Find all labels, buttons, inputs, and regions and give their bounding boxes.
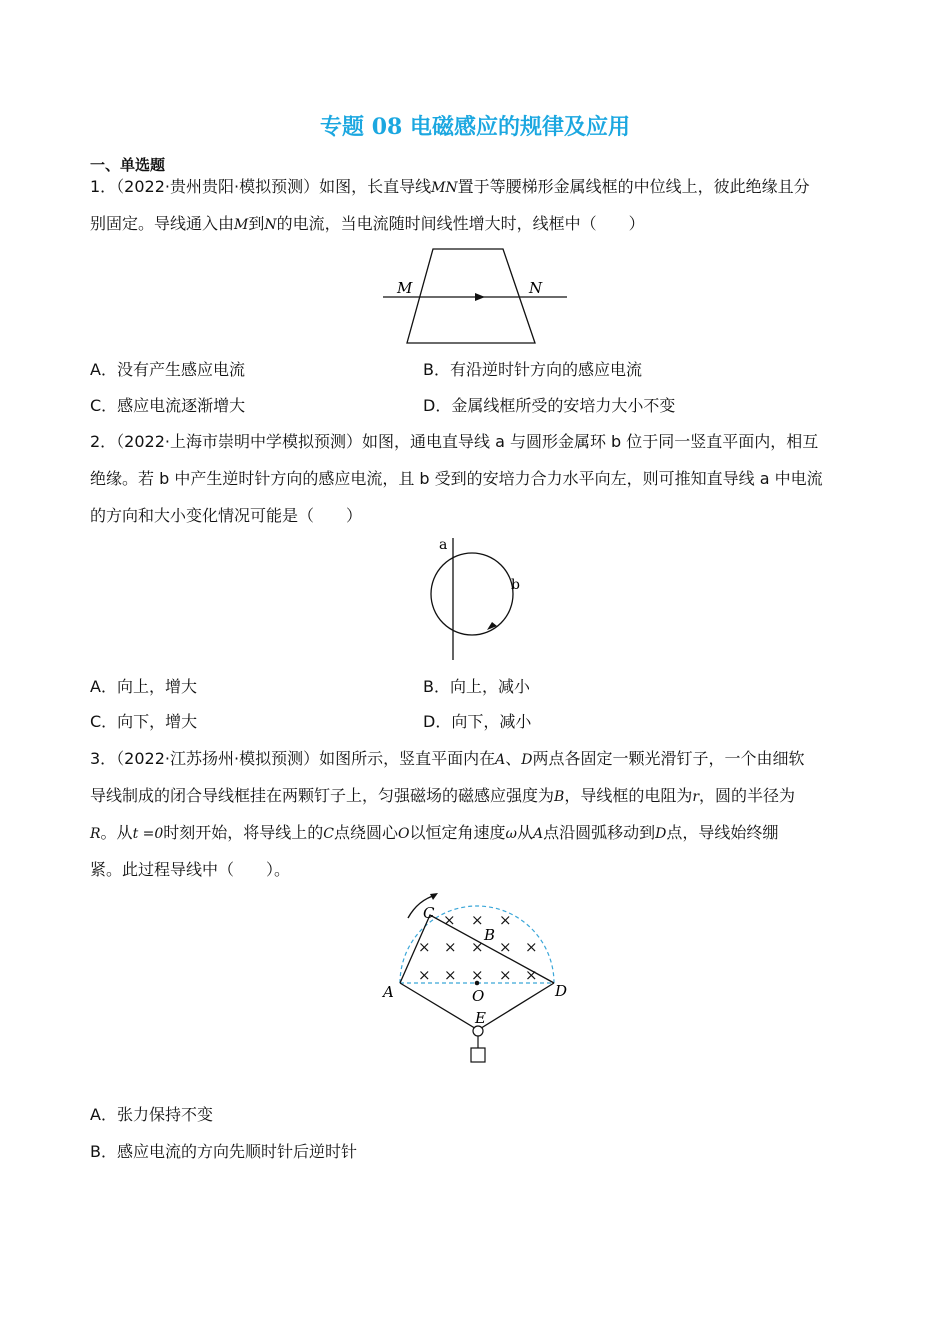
q3-text: 。从 [100, 823, 133, 842]
field-cross-icon: × [471, 911, 484, 929]
q3-text: 点绕圆心 [334, 823, 399, 842]
q1-text: 到 [248, 214, 265, 233]
q3-text: 从 [516, 823, 533, 842]
ring-current-arrow-icon [487, 622, 497, 630]
q1-text: 别固定。导线通入由 [90, 214, 235, 233]
q2-option-a[interactable]: A．向上，增大 [90, 677, 197, 696]
q2-option-d[interactable]: D．向下，减小 [423, 712, 532, 731]
var-a: A [532, 826, 544, 842]
q3-text: 3．（2022·江苏扬州·模拟预测）如图所示，竖直平面内在 [90, 749, 496, 768]
var-omega: ω [505, 826, 517, 842]
label-m: M [397, 279, 413, 297]
field-cross-icon: × [444, 966, 457, 984]
var-c: C [323, 826, 335, 842]
field-cross-icon: × [499, 966, 512, 984]
q3-text: 点沿圆弧移动到 [543, 823, 656, 842]
label-c: C [423, 904, 435, 922]
q3-line-2 [90, 785, 795, 808]
pulley-e [473, 1026, 483, 1036]
q1-text: 置于等腰梯形金属线框的中位线上，彼此绝缘且分 [457, 177, 810, 196]
q1-line-2 [90, 213, 645, 236]
section-heading: 一、单选题 [90, 156, 166, 174]
var-d: D [521, 752, 533, 768]
field-cross-icon: × [444, 938, 457, 956]
q3-text: 点，导线始终绷 [666, 823, 779, 842]
current-arrow-icon [475, 293, 485, 301]
magnetic-field-crosses [418, 911, 538, 984]
label-o: O [472, 987, 485, 1005]
q3-line-4: 紧。此过程导线中（ ）。 [90, 860, 291, 879]
q3-text: 导线制成的闭合导线框挂在两颗钉子上，匀强磁场的磁感应强度为 [90, 786, 555, 805]
label-a: A [383, 983, 394, 1001]
field-cross-icon: × [443, 911, 456, 929]
q3-option-b[interactable]: B．感应电流的方向先顺时针后逆时针 [90, 1142, 357, 1161]
q1-option-d[interactable]: D．金属线框所受的安培力大小不变 [423, 396, 676, 415]
var-m: M [234, 217, 249, 233]
label-a: a [439, 537, 448, 553]
q1-text: 1．（2022·贵州贵阳·模拟预测）如图，长直导线 [90, 177, 432, 196]
var-n: N [264, 217, 277, 233]
var-mn: MN [431, 180, 458, 196]
q1-line-1 [90, 176, 810, 199]
weight-icon [471, 1048, 485, 1062]
page-title: 专题 08 电磁感应的规律及应用 [320, 114, 630, 140]
q3-text: 以恒定角速度 [409, 823, 506, 842]
q2-figure-wire-ring [425, 534, 530, 664]
ring-b [431, 553, 513, 635]
field-cross-icon: × [471, 938, 484, 956]
q3-text: ，圆的半径为 [699, 786, 796, 805]
label-b: B [484, 926, 496, 944]
q2-line-1: 2．（2022·上海市崇明中学模拟预测）如图，通电直导线 a 与圆形金属环 b 位于同一竖直平面内，相互 [90, 432, 819, 451]
q1-option-c[interactable]: C．感应电流逐渐增大 [90, 396, 246, 415]
q2-line-3: 的方向和大小变化情况可能是（ ） [90, 506, 363, 525]
q2-option-c[interactable]: C．向下，增大 [90, 712, 198, 731]
q3-text: 时刻开始，将导线上的 [163, 823, 324, 842]
q1-option-a[interactable]: A．没有产生感应电流 [90, 360, 245, 379]
label-e: E [475, 1009, 486, 1027]
field-cross-icon: × [525, 938, 538, 956]
q1-text: 的电流，当电流随时间线性增大时，线框中（ ） [276, 214, 645, 233]
q3-figure-semicircle [378, 890, 578, 1070]
label-d: D [555, 982, 568, 1000]
label-b: b [511, 577, 520, 593]
field-cross-icon: × [418, 966, 431, 984]
var-d: D [655, 826, 667, 842]
field-cross-icon: × [499, 911, 512, 929]
var-r: r [692, 789, 700, 805]
field-cross-icon: × [499, 938, 512, 956]
q2-line-2: 绝缘。若 b 中产生逆时针方向的感应电流，且 b 受到的安培力合力水平向左，则可推知直导线 a 中电流 [90, 469, 823, 488]
q3-text: 两点各固定一颗光滑钉子，一个由细软 [532, 749, 805, 768]
field-cross-icon: × [471, 966, 484, 984]
field-cross-icon: × [418, 938, 431, 956]
var-b: B [554, 789, 565, 805]
q3-line-1 [90, 748, 804, 771]
q3-text: 、 [505, 749, 522, 768]
var-big-r: R [90, 826, 101, 842]
q3-option-a[interactable]: A．张力保持不变 [90, 1105, 213, 1124]
label-n: N [529, 279, 543, 297]
trapezoid-frame [407, 249, 535, 343]
q3-text: ，导线框的电阻为 [564, 786, 693, 805]
field-cross-icon: × [525, 966, 538, 984]
q2-option-b[interactable]: B．向上，减小 [423, 677, 530, 696]
q1-option-b[interactable]: B．有沿逆时针方向的感应电流 [423, 360, 642, 379]
q3-line-3 [90, 822, 778, 845]
var-o: O [398, 826, 410, 842]
var-a: A [495, 752, 506, 768]
var-t0: t =0 [132, 826, 164, 842]
q1-figure-trapezoid [375, 243, 575, 348]
